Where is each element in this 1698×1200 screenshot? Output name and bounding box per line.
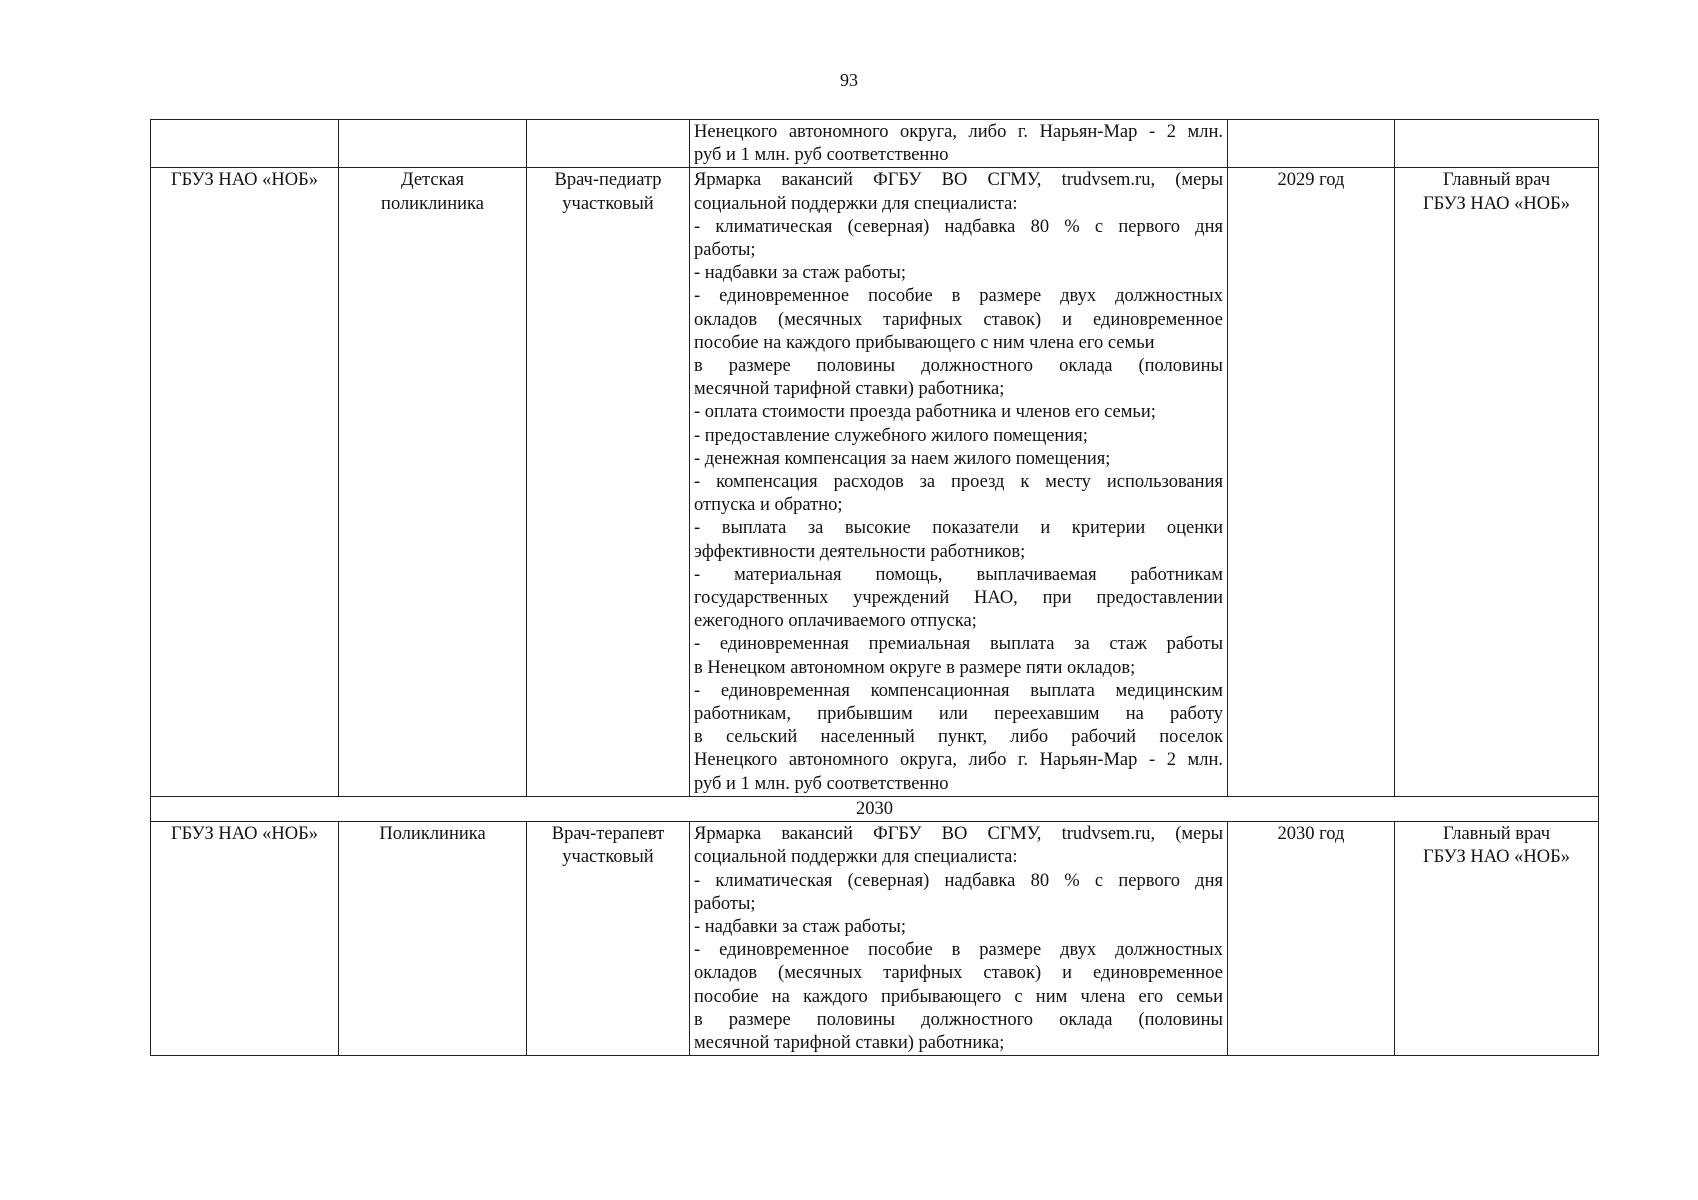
department-line: Детская (400, 170, 464, 191)
responsible-line: Главный врач (1442, 824, 1551, 845)
measures-cell (690, 168, 1228, 796)
org-cell: ГБУЗ НАО «НОБ» (151, 168, 339, 796)
measure-line: государственных учреждений НАО, при предоставлении (694, 588, 1223, 609)
measures-table (150, 119, 1599, 1056)
measure-line: работы; (694, 240, 756, 261)
table-row (151, 822, 1599, 1056)
measure-line: ежегодного оплачиваемого отпуска; (694, 611, 977, 632)
measure-line: социальной поддержки для специалиста: (694, 847, 1018, 868)
measures-cell (690, 120, 1228, 168)
org-cell: ГБУЗ НАО «НОБ» (151, 822, 339, 1056)
responsible-line: ГБУЗ НАО «НОБ» (1422, 847, 1571, 868)
position-cell (527, 120, 690, 168)
measure-line: - климатическая (северная) надбавка 80 % с первого дня (694, 216, 1223, 237)
measure-line: эффективности деятельности работников; (694, 541, 1026, 562)
measure-line: в размере половины должностного оклада (половины (694, 356, 1223, 377)
measure-line: - денежная компенсация за наем жилого помещения; (694, 448, 1111, 469)
measure-line: в сельский населенный пункт, либо рабочий поселок (694, 727, 1223, 748)
table-row (151, 120, 1599, 168)
measure-line: - выплата за высокие показатели и критерии оценки (694, 518, 1223, 539)
measure-line: - единовременная премиальная выплата за стаж работы (694, 634, 1223, 655)
responsible-line: Главный врач (1442, 170, 1551, 191)
measure-line: - предоставление служебного жилого помещения; (694, 425, 1088, 446)
measure-line: Ярмарка вакансий ФГБУ ВО СГМУ, trudvsem.ru, (меры (694, 824, 1223, 845)
measure-line: - компенсация расходов за проезд к месту использования (694, 472, 1223, 493)
measure-line: - материальная помощь, выплачиваемая работникам (694, 564, 1223, 585)
measure-line: - единовременное пособие в размере двух должностных (694, 286, 1223, 307)
position-line: участковый (562, 193, 654, 214)
department-cell (339, 168, 527, 796)
position-line: Врач-педиатр (554, 170, 662, 191)
measure-line: руб и 1 млн. руб соответственно (694, 145, 949, 166)
measure-line: пособие на каждого прибывающего с ним члена его семьи (694, 986, 1223, 1007)
department-cell (339, 120, 527, 168)
position-line: участковый (562, 847, 654, 868)
measure-line: месячной тарифной ставки) работника; (694, 379, 1005, 400)
measure-line: социальной поддержки для специалиста: (694, 193, 1018, 214)
department-line: Поликлиника (379, 824, 486, 845)
deadline-cell: 2030 год (1228, 822, 1395, 1056)
deadline-cell: 2029 год (1228, 168, 1395, 796)
measure-line: руб и 1 млн. руб соответственно (694, 773, 949, 794)
measure-line: работникам, прибывшим или переехавшим на работу (694, 704, 1223, 725)
measure-line: Ненецкого автономного округа, либо г. Нарьян-Мар - 2 млн. (694, 750, 1223, 771)
measure-line: Ненецкого автономного округа, либо г. Нарьян-Мар - 2 млн. (694, 122, 1223, 142)
measure-line: - единовременное пособие в размере двух должностных (694, 940, 1223, 961)
responsible-cell (1395, 822, 1599, 1056)
measure-line: - климатическая (северная) надбавка 80 % с первого дня (694, 870, 1223, 891)
measure-line: - надбавки за стаж работы; (694, 263, 907, 284)
page-number: 93 (840, 70, 858, 90)
year-header: 2030 (151, 796, 1599, 821)
table-row (151, 168, 1599, 796)
org-cell (151, 120, 339, 168)
measure-line: в Ненецком автономном округе в размере пяти окладов; (694, 657, 1136, 678)
measure-line: месячной тарифной ставки) работника; (694, 1032, 1005, 1053)
year-header-row (151, 796, 1599, 821)
position-cell (527, 168, 690, 796)
department-line: поликлиника (381, 193, 484, 214)
measure-line: - единовременная компенсационная выплата медицинским (694, 680, 1223, 701)
responsible-cell (1395, 168, 1599, 796)
measure-line: окладов (месячных тарифных ставок) и единовременное (694, 963, 1223, 984)
deadline-cell (1228, 120, 1395, 168)
measure-line: - оплата стоимости проезда работника и членов его семьи; (694, 402, 1156, 423)
measure-line: работы; (694, 893, 756, 914)
responsible-line: ГБУЗ НАО «НОБ» (1422, 193, 1571, 214)
measure-line: окладов (месячных тарифных ставок) и единовременное (694, 309, 1223, 330)
position-cell (527, 822, 690, 1056)
measure-line: в размере половины должностного оклада (половины (694, 1009, 1223, 1030)
measure-line: пособие на каждого прибывающего с ним члена его семьи (694, 332, 1155, 353)
measure-line: - надбавки за стаж работы; (694, 916, 907, 937)
position-line: Врач-терапевт (551, 824, 665, 845)
department-cell (339, 822, 527, 1056)
responsible-cell (1395, 120, 1599, 168)
measure-line: Ярмарка вакансий ФГБУ ВО СГМУ, trudvsem.ru, (меры (694, 170, 1223, 191)
measure-line: отпуска и обратно; (694, 495, 843, 516)
measures-cell (690, 822, 1228, 1056)
